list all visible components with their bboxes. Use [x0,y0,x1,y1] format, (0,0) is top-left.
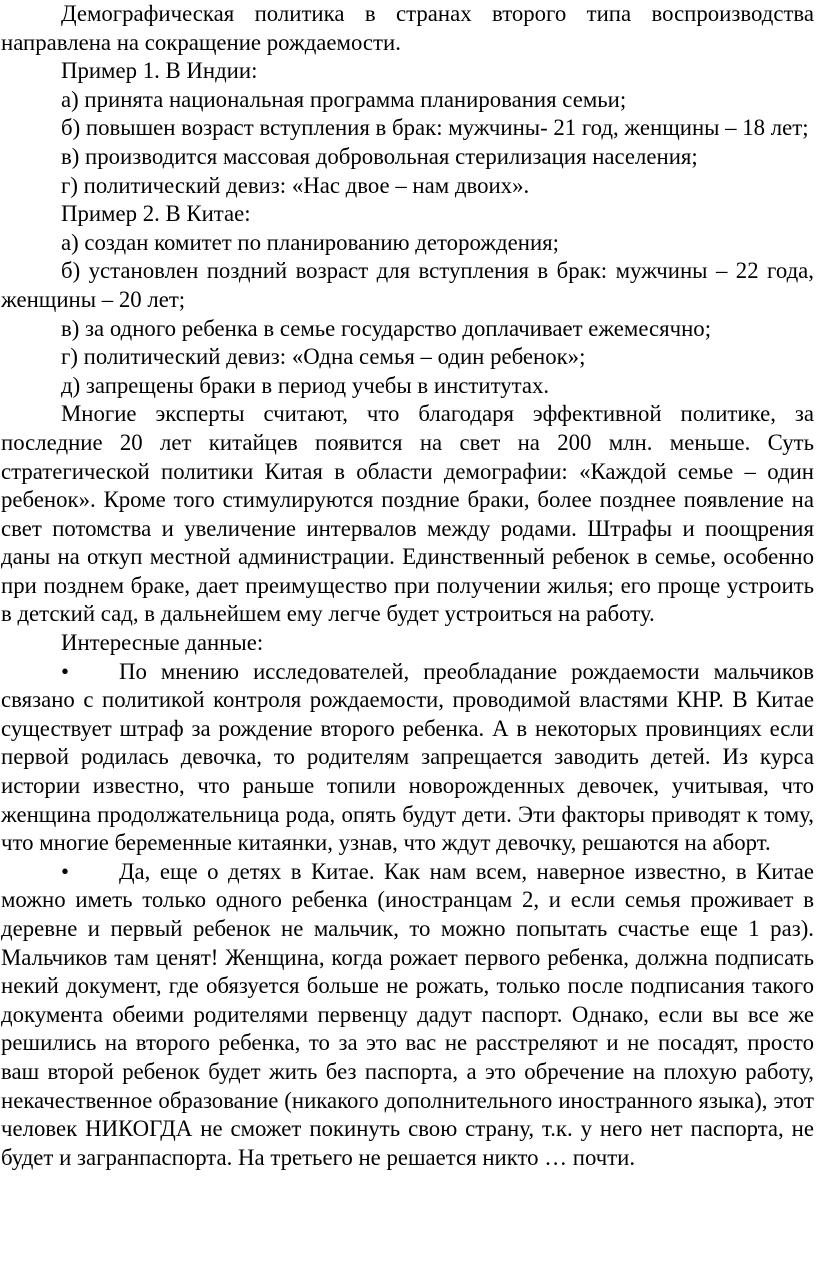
bullet-text: Да, еще о детях в Китае. Как нам всем, наверное известно, в Китае можно иметь только одного ребенка (иностранцам 2, и если семья проживает в деревне и первый ребенок не мальчик, то можно попытать счастье еще 1 раз). Мальчиков там ценят! Женщина, когда рожает первого ребенка, должна подписать некий документ, где обязуется больше не рожать, только после подписания такого документа обеими родителями первенцу дадут паспорт. Однако, если вы все же решились на второго ребенка, то за это вас не расстреляют и не посадят, просто ваш второй ребенок будет жить без паспорта, а это обречение на плохую работу, некачественное образование (никакого дополнительного иностранного языка), этот человек НИКОГДА не сможет покинуть свою страну, т.к. у него нет паспорта, не будет и загранпаспорта. На третьего не решается никто … почти. [1,858,814,1170]
india-item-a: а) принята национальная программа планирования семьи; [61,86,627,112]
experts-paragraph: Многие эксперты считают, что благодаря эффективной политике, за последние 20 лет китайцев появится на свет на 200 млн. меньше. Суть стратегической политики Китая в области демографии: «Каждой семье – один ребенок». Кроме того стимулируются поздние браки, более позднее появление на свет потомства и увеличение интервалов между родами. Штрафы и поощрения даны на откуп местной администрации. Единственный ребенок в семье, особенно при позднем браке, дает преимущество при получении жилья; его проще устроить в детский сад, в дальнейшем ему легче будет устроиться на работу. [1,401,814,627]
intro-paragraph: Демографическая политика в странах второго типа воспроизводства направлена на сокращение рождаемости. [1,1,814,55]
india-item-c: в) производится массовая добровольная стерилизация населения; [61,143,698,169]
china-item-c: в) за одного ребенка в семье государство доплачивает ежемесячно; [61,315,712,341]
bullet-icon: • [61,858,69,884]
interesting-data-title: Интересные данные: [61,630,264,656]
china-item-b: б) установлен поздний возраст для вступления в брак: мужчины – 22 года, женщины – 20 лет; [1,258,814,312]
bullet-text: По мнению исследователей, преобладание рождаемости мальчиков связано с политикой контроля рождаемости, проводимой властями КНР. В Китае существует штраф за рождение второго ребенка. А в некоторых провинциях если первой родилась девочка, то родителям запрещается заводить детей. Из курса истории известно, что раньше топили новорожденных девочек, учитывая, что женщина продолжательница рода, опять будут дети. Эти факторы приводят к тому, что многие беременные китаянки, узнав, что ждут девочку, решаются на аборт. [1,658,814,856]
bullet-icon: • [61,658,69,684]
china-item-a: а) создан комитет по планированию деторождения; [61,229,559,255]
india-item-b: б) повышен возраст вступления в брак: мужчины- 21 год, женщины – 18 лет; [61,115,809,141]
china-item-d: г) политический девиз: «Одна семья – один ребенок»; [61,344,586,370]
bullet-item [1,858,814,1173]
bullet-item [1,658,814,858]
example-1-title: Пример 1. В Индии: [61,58,258,84]
india-item-d: г) политический девиз: «Нас двое – нам двоих». [61,172,530,198]
china-item-e: д) запрещены браки в период учебы в институтах. [61,372,550,398]
example-2-title: Пример 2. В Китае: [61,201,251,227]
